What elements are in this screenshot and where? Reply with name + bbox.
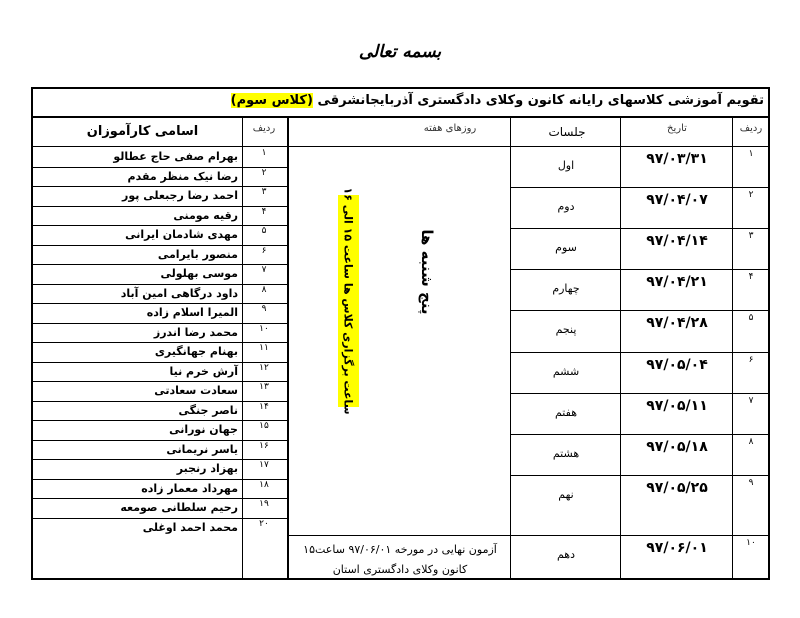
grid-line	[510, 310, 770, 311]
session-date: ۹۷/۰۵/۰۴	[646, 357, 708, 373]
grid-line	[287, 146, 770, 147]
session-label: هشتم	[552, 447, 580, 460]
session-date: ۹۷/۰۴/۰۷	[646, 192, 708, 208]
session-date: ۹۷/۰۵/۲۵	[646, 480, 708, 496]
session-label: نهم	[558, 488, 574, 501]
final-exam-note	[290, 540, 510, 580]
session-date: ۹۷/۰۵/۱۸	[646, 439, 708, 455]
student-name: المیرا اسلام زاده	[146, 306, 238, 319]
sessions-header: جلسات	[548, 125, 586, 139]
document-title	[231, 93, 764, 108]
grid-line	[732, 116, 733, 580]
session-label: اول	[557, 159, 575, 172]
grid-line	[510, 352, 770, 353]
final-exam-line-2: کانون وکلای دادگستری استان	[332, 563, 468, 576]
session-label: پنجم	[555, 323, 577, 336]
student-name: ناصر جنگی	[178, 404, 238, 417]
grid-line	[510, 475, 770, 476]
session-label: ششم	[552, 365, 580, 378]
session-number: ۱	[748, 149, 754, 159]
student-name: احمد رضا رجبعلی پور	[122, 189, 238, 202]
student-number: ۲	[261, 168, 267, 178]
grid-line	[287, 116, 289, 580]
title-main: تقویم آموزشی کلاسهای رایانه کانون وکلای دادگستری آذربایجانشرقی	[317, 93, 764, 108]
time-note: ساعت برگزاری کلاس ها ساعت ۱۵ الی ۱۶	[341, 187, 355, 415]
student-name: جهان نورانی	[169, 423, 238, 436]
student-name: سعادت سعادتی	[154, 384, 238, 397]
session-number: ۹	[748, 478, 754, 488]
student-name: رقیه مومنی	[173, 209, 238, 222]
session-label: هفتم	[554, 406, 577, 419]
student-number: ۱۴	[259, 402, 269, 412]
session-date: ۹۷/۰۴/۲۱	[646, 274, 708, 290]
student-number: ۱۹	[259, 499, 269, 509]
student-number: ۱۷	[259, 460, 269, 470]
student-name: یاسر نریمانی	[166, 443, 238, 456]
session-date: ۹۷/۰۶/۰۱	[646, 540, 708, 556]
grid-line	[510, 116, 511, 580]
student-name: داود درگاهی امین آباد	[120, 287, 238, 300]
student-name: مهدی شادمان ایرانی	[125, 228, 238, 241]
students-header: اسامی کارآموزان	[86, 124, 199, 139]
grid-line	[510, 228, 770, 229]
session-number: ۳	[748, 231, 754, 241]
student-name: بهزاد رنجبر	[176, 462, 238, 475]
session-number: ۵	[748, 313, 754, 323]
basmala: بسمه تعالی	[358, 42, 442, 62]
grid-line	[510, 269, 770, 270]
student-number: ۲۰	[259, 519, 269, 529]
grid-line	[31, 116, 770, 118]
session-label: سوم	[555, 241, 577, 254]
student-name: موسی بهلولی	[160, 267, 238, 280]
schedule-day: پنج شنبه ها	[418, 229, 436, 315]
session-date: ۹۷/۰۵/۱۱	[646, 398, 708, 414]
student-number: ۶	[261, 246, 267, 256]
student-name: رحیم سلطانی صومعه	[120, 501, 238, 514]
days-header: روزهای هفته	[423, 123, 477, 134]
student-number: ۸	[261, 285, 267, 295]
student-name: محمد رضا اندرز	[153, 326, 238, 339]
students-radif-header: ردیف	[252, 123, 276, 134]
student-number: ۱۶	[259, 441, 269, 451]
grid-line	[510, 393, 770, 394]
student-name: آرش خرم نیا	[169, 365, 238, 378]
student-name: بهرام صفی حاج عطالو	[113, 150, 238, 163]
session-number: ۲	[748, 190, 754, 200]
grid-line	[510, 434, 770, 435]
student-number: ۱۳	[259, 382, 269, 392]
student-name: محمد احمد اوغلی	[142, 521, 238, 534]
session-number: ۴	[748, 272, 754, 282]
student-number: ۱۱	[259, 343, 269, 353]
student-number: ۵	[261, 226, 267, 236]
sessions-radif-header: ردیف	[739, 123, 763, 134]
student-number: ۷	[261, 265, 267, 275]
student-number: ۱۲	[259, 363, 269, 373]
date-header: تاریخ	[667, 123, 687, 134]
session-number: ۱۰	[746, 538, 756, 548]
session-date: ۹۷/۰۴/۲۸	[646, 315, 708, 331]
session-number: ۷	[748, 396, 754, 406]
student-name: رضا نیک منظر مقدم	[127, 170, 238, 183]
grid-line	[287, 535, 770, 536]
student-name: مهرداد معمار زاده	[141, 482, 238, 495]
student-number: ۱۸	[259, 480, 269, 490]
student-name: منصور بایرامی	[157, 248, 238, 261]
title-highlight: (کلاس سوم)	[230, 93, 313, 108]
session-label: دوم	[557, 200, 575, 213]
grid-line	[620, 116, 621, 580]
session-number: ۶	[748, 355, 754, 365]
student-number: ۱۵	[259, 421, 269, 431]
session-number: ۸	[748, 437, 754, 447]
final-exam-line-1: آزمون نهایی در مورخه ۹۷/۰۶/۰۱ ساعت۱۵	[303, 543, 497, 556]
student-number: ۱	[261, 148, 267, 158]
student-number: ۱۰	[259, 324, 269, 334]
student-number: ۹	[261, 304, 267, 314]
student-number: ۳	[261, 187, 267, 197]
session-date: ۹۷/۰۳/۳۱	[646, 151, 708, 167]
session-date: ۹۷/۰۴/۱۴	[646, 233, 708, 249]
grid-line	[510, 187, 770, 188]
session-label: دهم	[556, 548, 576, 561]
session-label: چهارم	[552, 282, 580, 295]
student-number: ۴	[261, 207, 267, 217]
grid-line	[31, 146, 287, 147]
student-name: بهنام جهانگیری	[154, 345, 238, 358]
